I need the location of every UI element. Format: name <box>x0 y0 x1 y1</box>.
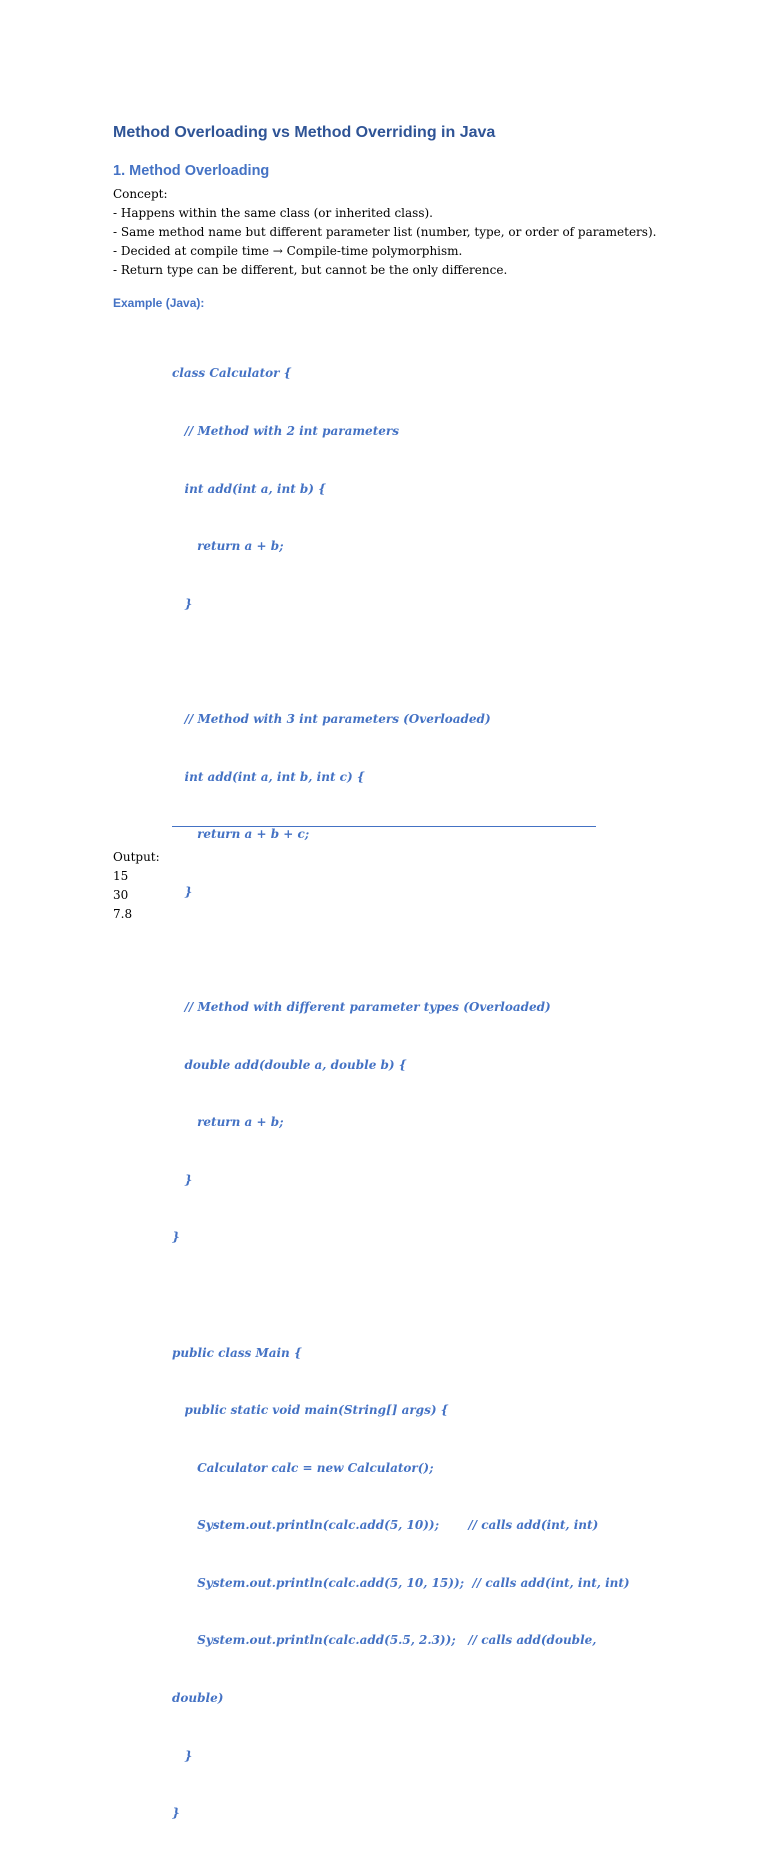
concept-line: - Return type can be different, but cannot be the only difference. <box>113 263 508 277</box>
concept-paragraph <box>113 185 656 280</box>
code-line <box>172 652 602 671</box>
code-line: double) <box>172 1691 224 1706</box>
code-block <box>172 326 630 1862</box>
code-line <box>172 1286 602 1305</box>
section-heading-method-overloading: 1. Method Overloading <box>113 163 270 179</box>
code-line: } <box>172 1230 180 1245</box>
document-title: Method Overloading vs Method Overriding in Java <box>113 124 496 141</box>
concept-line: - Same method name but different parameter list (number, type, or order of parameters). <box>113 225 657 239</box>
concept-line: - Happens within the same class (or inherited class). <box>113 206 433 220</box>
concept-line: Concept: <box>113 187 168 201</box>
code-line <box>172 940 602 959</box>
code-line: // Method with 3 int parameters (Overloaded) <box>172 711 491 726</box>
output-line: 7.8 <box>113 907 133 921</box>
code-line: Calculator calc = new Calculator(); <box>172 1460 434 1475</box>
code-line: double add(double a, double b) { <box>172 1057 407 1072</box>
code-line: } <box>172 1748 193 1763</box>
code-line: public static void main(String[] args) { <box>172 1403 449 1418</box>
code-line: int add(int a, int b) { <box>172 481 326 496</box>
code-block-bottom-rule <box>172 826 596 827</box>
example-label: Example (Java): <box>113 296 205 310</box>
output-block <box>113 848 160 924</box>
code-line: // Method with 2 int parameters <box>172 424 399 438</box>
code-line: return a + b; <box>172 1115 284 1130</box>
code-line: return a + b + c; <box>172 827 310 842</box>
output-line: 15 <box>113 869 129 883</box>
code-line: class Calculator { <box>172 366 292 381</box>
code-line: public class Main { <box>172 1345 302 1360</box>
code-line: // Method with different parameter types (Overloaded) <box>172 999 551 1014</box>
code-line: int add(int a, int b, int c) { <box>172 769 365 784</box>
output-line: 30 <box>113 888 129 902</box>
code-line: } <box>172 1806 180 1821</box>
code-line: return a + b; <box>172 539 284 554</box>
code-line: System.out.println(calc.add(5, 10, 15)); // calls add(int, int, int) <box>172 1575 630 1590</box>
concept-line: - Decided at compile time → Compile-time polymorphism. <box>113 244 463 258</box>
code-line: } <box>172 1172 193 1187</box>
code-line: } <box>172 596 193 611</box>
code-line: System.out.println(calc.add(5.5, 2.3)); // calls add(double, <box>172 1633 597 1648</box>
code-line: } <box>172 884 193 899</box>
code-line: System.out.println(calc.add(5, 10)); // calls add(int, int) <box>172 1518 599 1533</box>
output-line: Output: <box>113 850 160 864</box>
